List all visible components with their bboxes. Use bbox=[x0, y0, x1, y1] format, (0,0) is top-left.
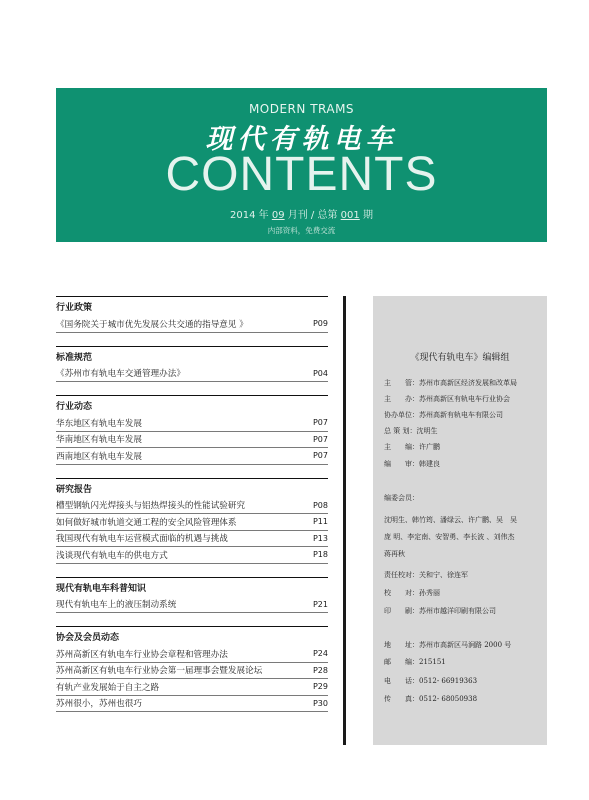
toc-entry-page: P11 bbox=[312, 517, 328, 527]
toc-section-title: 行业动态 bbox=[56, 402, 93, 412]
toc-entry-page: P28 bbox=[312, 665, 328, 675]
toc-entry-page: P21 bbox=[312, 599, 328, 609]
toc-entry-page: P09 bbox=[312, 319, 328, 329]
toc-entry[interactable] bbox=[56, 415, 328, 432]
toc-entry[interactable] bbox=[56, 498, 328, 515]
editorial-line: 蒋再秋 bbox=[384, 550, 405, 558]
issue-prefix: 2014 年 bbox=[230, 210, 272, 221]
editorial-line: 庞 明、李定南、安智勇、李长波 、刘伟杰 bbox=[384, 533, 515, 541]
toc-entry-title: 华南地区有轨电车发展 bbox=[56, 435, 142, 446]
toc-entry[interactable] bbox=[56, 432, 328, 449]
toc-entry-page: P24 bbox=[312, 649, 328, 659]
banner-title-cn: 现代有轨电车 bbox=[205, 124, 398, 155]
editorial-line: 校 对：孙秀丽 bbox=[384, 589, 440, 597]
toc-entry-page: P18 bbox=[312, 550, 328, 560]
editorial-board-title: 《现代有轨电车》编辑组 bbox=[410, 353, 510, 363]
issue-month: 09 bbox=[271, 210, 285, 221]
toc-entry-page: P04 bbox=[312, 368, 328, 378]
toc-entry[interactable] bbox=[56, 316, 328, 333]
banner-contents-heading: CONTENTS bbox=[165, 148, 438, 201]
editorial-line: 协办单位：苏州高新有轨电车有限公司 bbox=[384, 411, 503, 419]
toc-entry-page: P07 bbox=[312, 451, 328, 461]
editorial-line: 电 话：0512- 66919363 bbox=[384, 677, 478, 685]
banner-note: 内部资料，免费交流 bbox=[267, 226, 336, 235]
toc-entry[interactable] bbox=[56, 448, 328, 465]
editorial-line: 印 刷：苏州市越洋印刷有限公司 bbox=[384, 607, 496, 615]
toc-entry-title: 如何做好城市轨道交通工程的安全风险管理体系 bbox=[56, 517, 237, 528]
toc-entry-title: 有轨产业发展始于自主之路 bbox=[56, 682, 160, 693]
toc-section bbox=[56, 296, 328, 333]
issue-number: 001 bbox=[340, 210, 360, 221]
toc-entry[interactable] bbox=[56, 531, 328, 548]
toc-entry-title: 槽型钢轨闪光焊接头与铝热焊接头的性能试验研究 bbox=[56, 501, 246, 512]
column-divider bbox=[343, 296, 346, 745]
toc-entry-page: P30 bbox=[312, 698, 328, 708]
editorial-line: 责任校对：关和宁、徐连军 bbox=[384, 571, 468, 579]
toc-entry-page: P08 bbox=[312, 500, 328, 510]
toc-entry-title: 浅谈现代有轨电车的供电方式 bbox=[56, 550, 168, 561]
editorial-line: 主 管：苏州市高新区经济发展和改革局 bbox=[384, 379, 517, 387]
toc-entry-title: 西南地区有轨电车发展 bbox=[56, 451, 142, 462]
editorial-line: 主 编：许广鹏 bbox=[384, 443, 440, 451]
toc-section-title: 行业政策 bbox=[56, 303, 93, 313]
editorial-line: 编委会员： bbox=[384, 494, 419, 502]
editorial-line: 主 办：苏州高新区有轨电车行业协会 bbox=[384, 395, 510, 403]
toc-entry-page: P07 bbox=[312, 434, 328, 444]
banner-subtitle-en: MODERN TRAMS bbox=[248, 102, 355, 116]
editorial-line: 传 真：0512- 68050938 bbox=[384, 695, 478, 703]
editorial-line: 地 址：苏州市高新区马涧路 2000 号 bbox=[384, 641, 512, 649]
toc-entry-title: 苏州很小，苏州也很巧 bbox=[56, 699, 142, 710]
header-banner bbox=[56, 88, 547, 242]
toc-section bbox=[56, 626, 328, 712]
toc-entry-title: 现代有轨电车上的液压制动系统 bbox=[56, 600, 177, 611]
editorial-line: 沈明生、韩竹筠、潘绿云、许广鹏、吴 吴 bbox=[384, 516, 517, 524]
toc-entry[interactable] bbox=[56, 514, 328, 531]
toc-entry[interactable] bbox=[56, 646, 328, 663]
toc-entry-title: 《苏州市有轨电车交通管理办法》 bbox=[56, 369, 185, 380]
toc-entry-title: 我国现代有轨电车运营模式面临的机遇与挑战 bbox=[56, 534, 228, 545]
toc-entry-page: P13 bbox=[312, 533, 328, 543]
toc-entry-title: 《国务院关于城市优先发展公共交通的指导意见 》 bbox=[56, 319, 248, 330]
toc-entry[interactable] bbox=[56, 597, 328, 614]
editorial-line: 总 策 划：沈明生 bbox=[384, 427, 438, 435]
toc-entry-title: 华东地区有轨电车发展 bbox=[56, 418, 142, 429]
toc-entry-page: P07 bbox=[312, 418, 328, 428]
toc-section bbox=[56, 346, 328, 383]
issue-line bbox=[56, 206, 547, 221]
editorial-board-panel bbox=[373, 296, 547, 745]
toc-entry[interactable] bbox=[56, 366, 328, 383]
toc-section bbox=[56, 478, 328, 564]
issue-mid: 月刊 / 总第 bbox=[284, 210, 341, 221]
toc-entry[interactable] bbox=[56, 663, 328, 680]
toc-entry[interactable] bbox=[56, 696, 328, 713]
toc-entry[interactable] bbox=[56, 679, 328, 696]
toc-entry-title: 苏州高新区有轨电车行业协会章程和管理办法 bbox=[56, 649, 228, 660]
toc-entry-page: P29 bbox=[312, 682, 328, 692]
toc-section-title: 现代有轨电车科普知识 bbox=[56, 583, 147, 594]
issue-suffix: 期 bbox=[359, 210, 373, 221]
editorial-line: 邮 编：215151 bbox=[384, 658, 446, 666]
toc-section-title: 标准规范 bbox=[56, 352, 93, 363]
toc-entry-title: 苏州高新区有轨电车行业协会第一届理事会暨发展论坛 bbox=[56, 666, 263, 677]
toc-section bbox=[56, 577, 328, 614]
toc-section-title: 研究报告 bbox=[56, 484, 93, 495]
toc-section bbox=[56, 395, 328, 465]
toc-entry[interactable] bbox=[56, 547, 328, 564]
editorial-line: 编 审：韩建良 bbox=[384, 460, 440, 468]
table-of-contents bbox=[56, 296, 328, 725]
toc-section-title: 协会及会员动态 bbox=[56, 633, 120, 643]
